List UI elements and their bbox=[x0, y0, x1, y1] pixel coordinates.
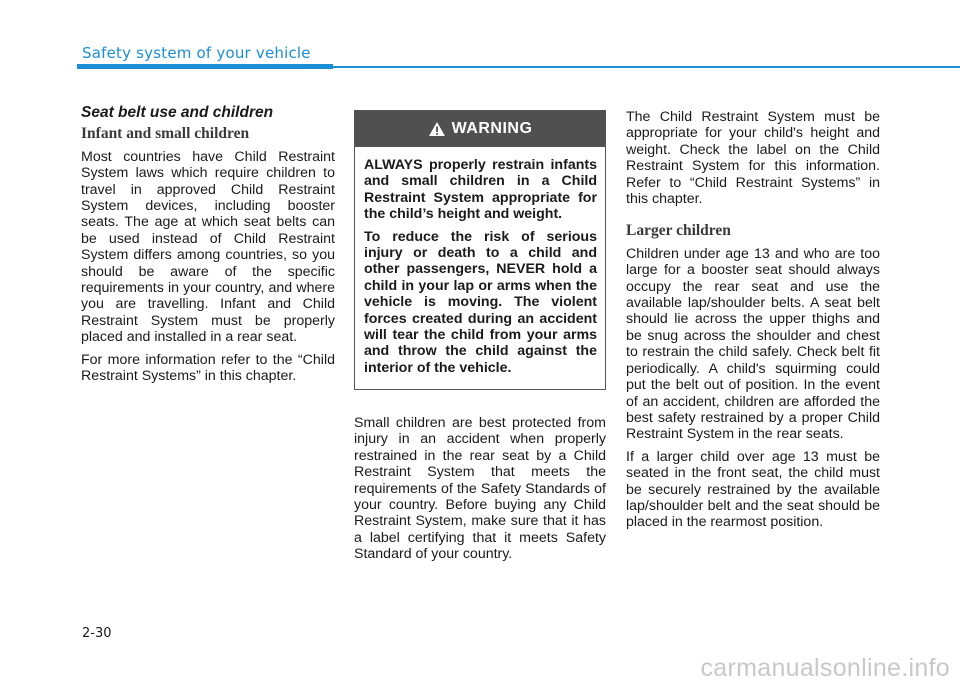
warning-paragraph-never-hold: To reduce the risk of serious injury or death to a child and other passengers, NEVER hold a child in your lap or arms when the vehicle is moving. The violent forces created during an accident will tear the child from your arms and throw the child against the interior of the vehicle. bbox=[364, 228, 597, 376]
paragraph-over-13: If a larger child over age 13 must be seated in the front seat, the child must be securely restrained by the available lap/shoulder belt and the seat should be placed in the rearmost position. bbox=[626, 448, 880, 531]
paragraph-restraint-laws: Most countries have Child Restraint System laws which require children to travel in approved Child Restraint System devices, including booster seats. The age at which seat belts can be used instead of Child Restraint System differs among countries, so you should be aware of the specific requirements in your country, and where you are travelling. Infant and Child Restraint System must be properly placed and installed in a rear seat. bbox=[81, 148, 335, 346]
paragraph-under-13: Children under age 13 and who are too large for a booster seat should always occupy the rear seat and use the available lap/shoulder belts. A seat belt should lie across the upper thighs and be snug across the shoulder and chest to restrain the child safely. Check belt fit periodically. A child's squirming could put the belt out of position. In the event of an accident, children are afforded the best safety restrained by a proper Child Restraint System in the rear seats. bbox=[626, 245, 880, 443]
header-rule-thick bbox=[77, 64, 333, 69]
watermark: carmanualsonline.info bbox=[700, 654, 950, 682]
warning-triangle-icon bbox=[428, 121, 446, 137]
header-rule-thin bbox=[333, 66, 960, 68]
section-title: Safety system of your vehicle bbox=[82, 44, 311, 62]
subheading-infant: Infant and small children bbox=[81, 125, 250, 143]
paragraph-appropriate-system: The Child Restraint System must be appropriate for your child's height and weight. Check the label on the Child Restraint System for this information. Refer to “Child Restraint Systems” in this chapter. bbox=[626, 109, 880, 208]
paragraph-more-info: For more information refer to the “Child Restraint Systems” in this chapter. bbox=[81, 351, 335, 385]
heading-seat-belt-use: Seat belt use and children bbox=[81, 104, 274, 121]
page-number: 2-30 bbox=[82, 626, 112, 641]
warning-header bbox=[355, 111, 605, 147]
warning-body bbox=[355, 147, 605, 376]
middle-column bbox=[354, 415, 606, 569]
right-column bbox=[626, 109, 880, 537]
paragraph-small-children: Small children are best protected from injury in an accident when properly restrained in the rear seat by a Child Restraint System that meets the requirements of the Safety Standards of your country. Before buying any Child Restraint System, make sure that it has a label certifying that it meets Safety Standard of your country. bbox=[354, 415, 606, 563]
warning-title: WARNING bbox=[451, 120, 533, 137]
subheading-larger-children: Larger children bbox=[626, 222, 731, 240]
warning-paragraph-restrain: ALWAYS properly restrain infants and small children in a Child Restraint System appropriate for the child’s height and weight. bbox=[364, 157, 597, 223]
left-column bbox=[81, 105, 335, 391]
warning-box bbox=[354, 110, 606, 390]
